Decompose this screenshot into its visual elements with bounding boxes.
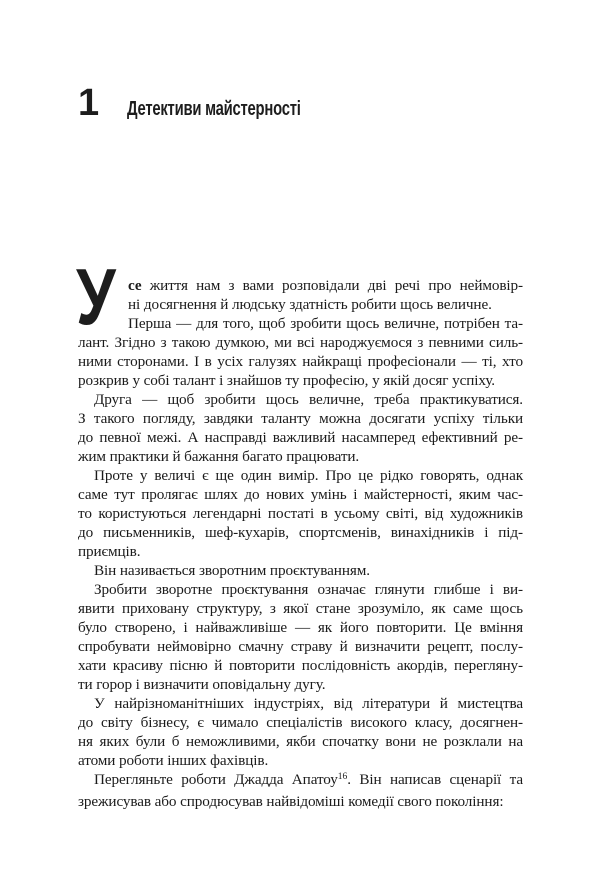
- text-segment: ти горор і визначити оповідальну дугу.: [78, 676, 326, 693]
- text-line: [78, 618, 523, 637]
- text-line: [78, 675, 523, 694]
- text-segment: Зробити зворотне проєктування означає глянути глибше і ви-: [94, 581, 523, 598]
- text-segment: ні досягнення й людську здатність робити щось величне.: [128, 296, 492, 313]
- text-line: [78, 371, 523, 390]
- text-line: [78, 770, 523, 792]
- chapter-title: Детективи майстерності: [127, 98, 301, 120]
- text-line: [78, 599, 523, 618]
- text-segment: розкрив у собі талант і знайшов ту професію, у якій досяг успіху.: [78, 372, 495, 389]
- text-line: [78, 485, 523, 504]
- text-line: [78, 637, 523, 656]
- text-segment: до певної межі. А насправді важливий насамперед ефективний ре-: [78, 429, 523, 446]
- text-segment: явити приховану структуру, з якої стане зрозуміло, як саме щось: [78, 600, 523, 617]
- text-line: [78, 409, 523, 428]
- paragraph: [78, 694, 523, 770]
- footnote-ref: 16: [337, 772, 348, 782]
- text-line: [78, 523, 523, 542]
- text-segment: Перша — для того, щоб зробити щось величне, потрібен та-: [128, 315, 523, 332]
- body-text: [76, 252, 523, 811]
- text-segment: спробувати неймовірно смачну страву й визначити рецепт, послу-: [78, 638, 523, 655]
- drop-cap-letter: У: [76, 252, 116, 341]
- text-line: [78, 656, 523, 675]
- text-segment: З такого погляду, завдяки таланту можна досягати успіху тільки: [78, 410, 523, 427]
- text-segment: Перегляньте роботи Джадда Апатоу: [94, 771, 338, 788]
- paragraph: [78, 770, 523, 811]
- text-segment: до письменників, шеф-кухарів, спортсменів, винахідників і під-: [78, 524, 523, 541]
- drop-cap: [76, 252, 128, 341]
- text-segment: Проте у величі є ще один вимір. Про це рідко говорять, однак: [94, 467, 523, 484]
- text-line: [78, 314, 523, 333]
- text-segment: то користуються легендарні постаті в усьому світі, від художників: [78, 505, 523, 522]
- text-segment: Він називається зворотним проєктуванням.: [94, 562, 370, 579]
- text-line: [78, 792, 523, 811]
- paragraph: [78, 390, 523, 466]
- text-line: [78, 732, 523, 751]
- text-segment: зрежисував або спродюсував найвідоміші комедії свого покоління:: [78, 793, 504, 810]
- text-line: [78, 504, 523, 523]
- text-line: [78, 751, 523, 770]
- text-line: [78, 561, 523, 580]
- text-line: [78, 447, 523, 466]
- text-line: [78, 390, 523, 409]
- paragraph: [78, 561, 523, 580]
- text-segment: жим практики й бажання багато працювати.: [78, 448, 360, 465]
- text-segment: лант. Згідно з такою думкою, ми всі народжуємося з певними силь-: [78, 334, 523, 351]
- text-line: [78, 352, 523, 371]
- text-segment: У найрізноманітніших індустріях, від літератури й мистецтва: [94, 695, 523, 712]
- text-line: [78, 333, 523, 352]
- chapter-header: [78, 82, 362, 125]
- text-segment: ними сторонами. І в усіх галузях найкращі професіонали — ті, хто: [78, 353, 523, 370]
- text-line: [78, 713, 523, 732]
- paragraph: [78, 314, 523, 390]
- lead-word: се: [128, 277, 142, 294]
- text-segment: Друга — щоб зробити щось величне, треба практикуватися.: [94, 391, 523, 408]
- text-segment: атоми роботи інших фахівців.: [78, 752, 269, 769]
- text-line: [78, 694, 523, 713]
- text-segment: приємців.: [78, 543, 141, 560]
- text-segment: . Він написав сценарії та: [347, 771, 523, 788]
- text-segment: саме тут пролягає шлях до нових умінь і майстерності, яким час-: [78, 486, 523, 503]
- text-line: [78, 580, 523, 599]
- text-segment: було створено, і найважливіше — як його повторити. Це вміння: [78, 619, 523, 636]
- text-line: [78, 428, 523, 447]
- text-segment: життя нам з вами розповідали дві речі про неймовір-: [141, 277, 523, 294]
- text-segment: ня яких були б неможливими, якби спочатку вони не розклали на: [78, 733, 523, 750]
- text-line: [78, 276, 523, 295]
- paragraph: [78, 580, 523, 694]
- text-line: [78, 466, 523, 485]
- paragraph: [78, 466, 523, 561]
- chapter-number: 1: [78, 82, 99, 124]
- text-line: [78, 295, 523, 314]
- text-segment: до світу бізнесу, є чимало спеціалістів високого класу, досягнен-: [78, 714, 523, 731]
- text-segment: хати красиву пісню й повторити послідовність акордів, перегляну-: [78, 657, 523, 674]
- text-line: [78, 542, 523, 561]
